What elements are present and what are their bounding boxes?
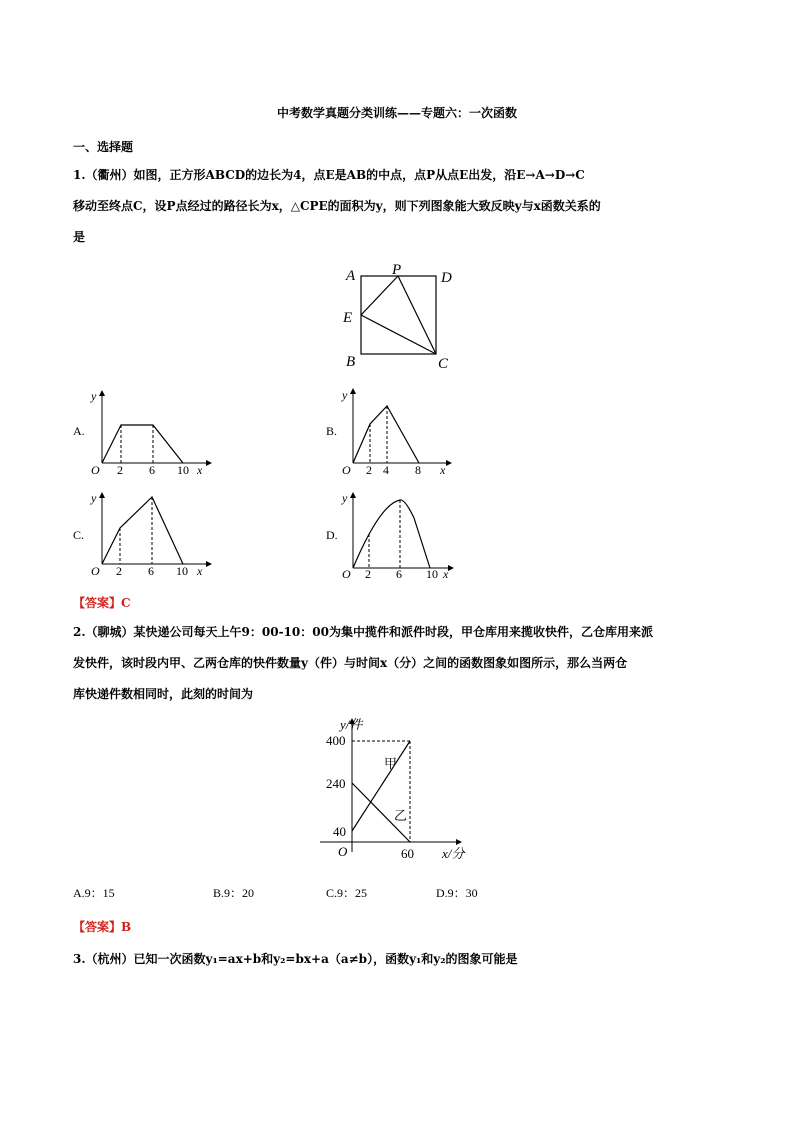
origin-label: O (342, 463, 351, 476)
page-title: 中考数学真题分类训练——专题六：一次函数 (276, 106, 517, 120)
axis-x-label: x (440, 463, 446, 476)
tick-label: 8 (415, 463, 421, 476)
vertex-A-label: A (346, 268, 356, 284)
answer-1-value: C (121, 596, 131, 610)
courier-graph (318, 712, 478, 864)
axis-y-label: y (342, 491, 348, 505)
question-3-line-1: 3.（杭州）已知一次函数y₁=ax+b和y₂=bx+a（a≠b），函数y₁和y₂的图象可能是 (73, 952, 518, 966)
tick-label: 10 (176, 564, 188, 578)
axis-y-label: y (342, 388, 348, 402)
question-3 (73, 944, 723, 975)
option-a-graph (88, 388, 218, 476)
y-tick-240: 240 (326, 776, 346, 791)
axis-x-label: x (443, 567, 449, 581)
tick-label: 2 (117, 463, 123, 476)
question-2-line-2: 发快件，该时段内甲、乙两仓库的快件数量y（件）与时间x（分）之间的函数图象如图所示，那么当两仓 (73, 656, 628, 670)
y-tick-400: 400 (326, 733, 346, 748)
answer-1-label: 【答案】 (73, 596, 122, 610)
question-2 (73, 617, 723, 710)
tick-label: 2 (365, 567, 371, 581)
option-d-graph (340, 488, 465, 582)
axis-x-label: x (197, 463, 203, 476)
question-1-line-1: 1.（衢州）如图，正方形ABCD的边长为4，点E是AB的中点，点P从点E出发，沿E→A→D→C (73, 168, 585, 182)
question-1-line-3: 是 (73, 230, 86, 244)
question-2-line-3: 库快递件数相同时，此刻的时间为 (73, 687, 254, 701)
vertex-B-label: B (346, 354, 356, 370)
option-b-graph (340, 386, 460, 476)
tick-label: 6 (149, 463, 155, 476)
origin-label: O (91, 564, 100, 578)
option-a-label: A. (73, 424, 85, 438)
x-axis-label: x/分 (442, 846, 465, 861)
question-1 (73, 160, 723, 253)
line-jia-label: 甲 (384, 756, 398, 771)
vertex-D-label: D (441, 270, 452, 286)
tick-label: 10 (426, 567, 438, 581)
choice-c: C.9：25 (326, 886, 368, 900)
question-1-line-2: 移动至终点C，设P点经过的路径长为x，△CPE的面积为y，则下列图象能大致反映y与x函数关系的 (73, 199, 601, 213)
tick-label: 6 (396, 567, 402, 581)
tick-label: 2 (116, 564, 122, 578)
y-axis-label: y/件 (340, 717, 363, 732)
option-d-label: D. (326, 528, 338, 542)
axis-x-label: x (197, 564, 203, 578)
vertex-P-label: P (392, 262, 402, 278)
answer-2-value: B (121, 920, 132, 934)
answer-2 (73, 918, 131, 935)
question-2-line-1: 2.（聊城）某快递公司每天上午9：00-10：00为集中揽件和派件时段，甲仓库用来揽收快件，乙仓库用来派 (73, 625, 653, 639)
tick-label: 6 (148, 564, 154, 578)
option-c-label: C. (73, 528, 85, 542)
choice-a: A.9：15 (73, 886, 115, 900)
answer-2-label: 【答案】 (73, 920, 122, 934)
tick-label: 4 (383, 463, 389, 476)
choice-b: B.9：20 (213, 886, 255, 900)
choice-d: D.9：30 (436, 886, 478, 900)
line-yi-label: 乙 (394, 808, 408, 823)
option-c-graph (88, 488, 218, 578)
origin-label: O (338, 844, 348, 859)
vertex-C-label: C (438, 356, 449, 372)
square-figure (330, 258, 470, 373)
option-b-label: B. (326, 424, 338, 438)
axis-y-label: y (91, 491, 97, 505)
x-tick-60: 60 (401, 846, 414, 861)
answer-1 (73, 594, 131, 611)
vertex-E-label: E (343, 310, 353, 326)
tick-label: 10 (177, 463, 189, 476)
origin-label: O (91, 463, 100, 476)
origin-label: O (342, 567, 351, 581)
axis-y-label: y (91, 389, 97, 403)
section-heading: 一、选择题 (73, 140, 134, 154)
tick-label: 2 (366, 463, 372, 476)
y-tick-40: 40 (333, 824, 346, 839)
